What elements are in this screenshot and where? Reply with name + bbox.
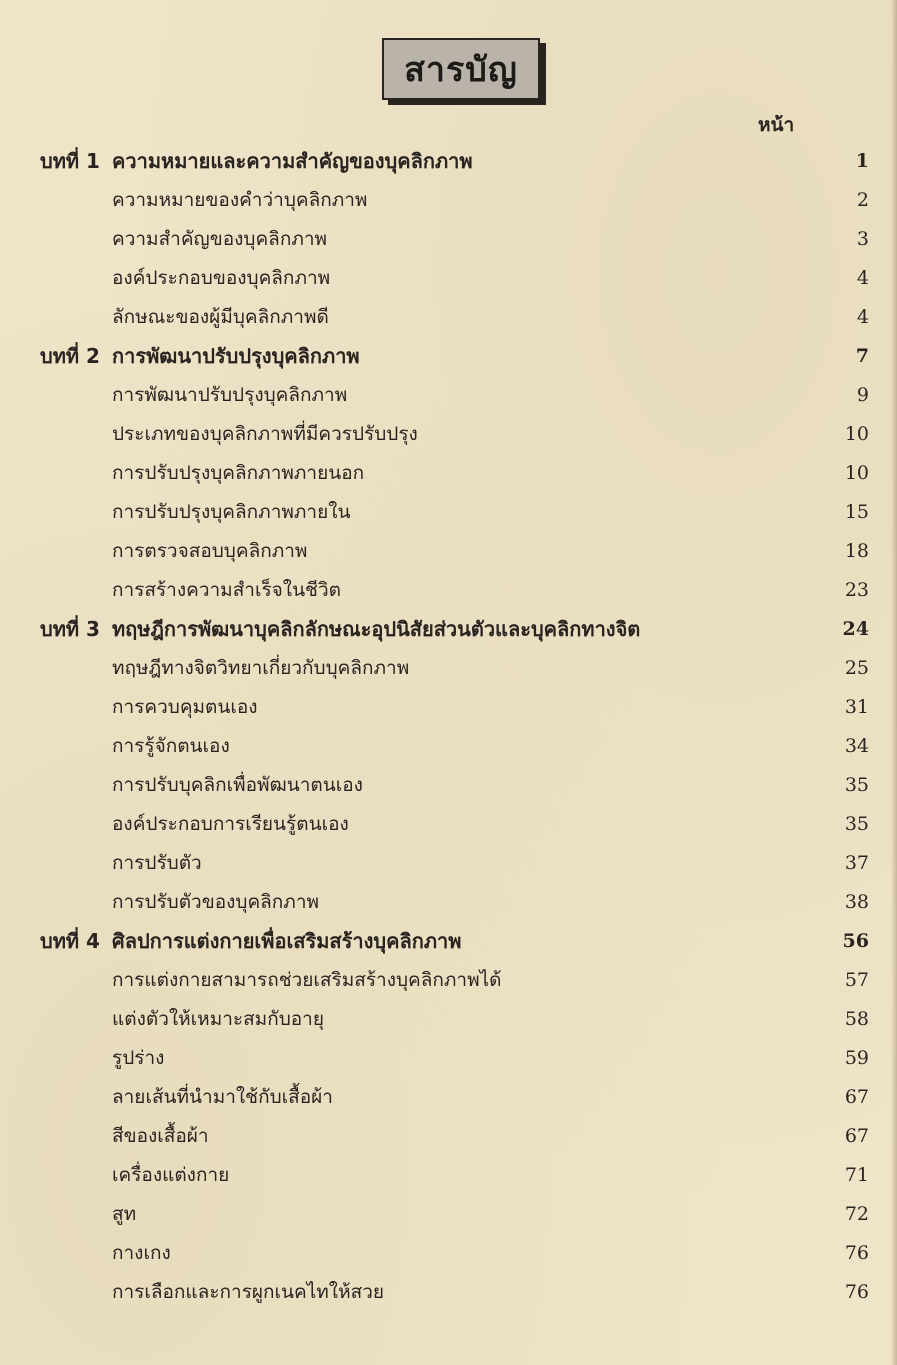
- section-title: สูท: [112, 1203, 137, 1225]
- section-title: ทฤษฎีทางจิตวิทยาเกี่ยวกับบุคลิกภาพ: [112, 657, 410, 679]
- chapter-title: ทฤษฎีการพัฒนาบุคลิกลักษณะอุปนิสัยส่วนตัวและบุคลิกทางจิต: [112, 617, 641, 641]
- page-number: 1: [855, 150, 869, 172]
- page-number: 35: [844, 774, 869, 796]
- toc-section-row: [0, 844, 897, 883]
- page-number: 18: [844, 540, 869, 562]
- section-title: กางเกง: [112, 1242, 171, 1264]
- toc-chapter-row: [0, 610, 897, 649]
- toc-chapter-row: [0, 922, 897, 961]
- toc-section-row: [0, 493, 897, 532]
- page-number: 58: [844, 1008, 869, 1030]
- page-number: 24: [842, 618, 869, 640]
- page-number: 56: [842, 930, 869, 952]
- page-number: 76: [844, 1242, 869, 1264]
- page-number: 2: [856, 189, 869, 211]
- toc-section-row: [0, 883, 897, 922]
- section-title: ประเภทของบุคลิกภาพที่มีควรปรับปรุง: [112, 423, 418, 445]
- chapter-label: บทที่ 4: [40, 929, 100, 953]
- toc-section-row: [0, 805, 897, 844]
- chapter-title: ความหมายและความสำคัญของบุคลิกภาพ: [112, 149, 473, 173]
- toc-section-row: [0, 1039, 897, 1078]
- section-title: การสร้างความสำเร็จในชีวิต: [112, 579, 341, 601]
- toc-section-row: [0, 1000, 897, 1039]
- title-box: [382, 38, 540, 100]
- page-number: 72: [844, 1203, 869, 1225]
- section-title: การตรวจสอบบุคลิกภาพ: [112, 540, 308, 562]
- toc-section-row: [0, 688, 897, 727]
- toc-section-row: [0, 298, 897, 337]
- page-number: 3: [856, 228, 869, 250]
- section-title: ความสำคัญของบุคลิกภาพ: [112, 228, 328, 250]
- section-title: การพัฒนาปรับปรุงบุคลิกภาพ: [112, 384, 348, 406]
- page-number: 23: [844, 579, 869, 601]
- page-number: 35: [844, 813, 869, 835]
- section-title: แต่งตัวให้เหมาะสมกับอายุ: [112, 1008, 324, 1030]
- page-number: 4: [856, 267, 869, 289]
- page-number: 59: [844, 1047, 869, 1069]
- toc-section-row: [0, 766, 897, 805]
- page-number: 10: [844, 462, 869, 484]
- toc-section-row: [0, 181, 897, 220]
- section-title: การปรับบุคลิกเพื่อพัฒนาตนเอง: [112, 774, 363, 796]
- section-title: การควบคุมตนเอง: [112, 696, 258, 718]
- section-title: การปรับปรุงบุคลิกภาพภายใน: [112, 501, 351, 523]
- toc-section-row: [0, 454, 897, 493]
- chapter-title: การพัฒนาปรับปรุงบุคลิกภาพ: [112, 344, 360, 368]
- toc-section-row: [0, 532, 897, 571]
- table-of-contents: [0, 142, 897, 1312]
- toc-section-row: [0, 961, 897, 1000]
- page-number: 34: [844, 735, 869, 757]
- page-number: 67: [844, 1125, 869, 1147]
- toc-section-row: [0, 1234, 897, 1273]
- section-title: องค์ประกอบการเรียนรู้ตนเอง: [112, 813, 349, 835]
- page-number: 37: [844, 852, 869, 874]
- section-title: เครื่องแต่งกาย: [112, 1164, 230, 1186]
- toc-section-row: [0, 220, 897, 259]
- page-number: 4: [856, 306, 869, 328]
- toc-section-row: [0, 259, 897, 298]
- page-number: 57: [844, 969, 869, 991]
- section-title: การเลือกและการผูกเนคไทให้สวย: [112, 1281, 385, 1303]
- section-title: การรู้จักตนเอง: [112, 735, 230, 757]
- chapter-label: บทที่ 2: [40, 344, 100, 368]
- chapter-title: ศิลปการแต่งกายเพื่อเสริมสร้างบุคลิกภาพ: [112, 929, 462, 953]
- page-number: 38: [844, 891, 869, 913]
- toc-section-row: [0, 415, 897, 454]
- page-title: สารบัญ: [404, 50, 518, 90]
- page-number: 15: [844, 501, 869, 523]
- page-edge-shadow: [891, 0, 897, 1365]
- chapter-label: บทที่ 3: [40, 617, 100, 641]
- section-title: สีของเสื้อผ้า: [112, 1125, 209, 1147]
- section-title: รูปร่าง: [112, 1047, 165, 1069]
- page-number: 31: [844, 696, 869, 718]
- chapter-label: บทที่ 1: [40, 149, 100, 173]
- section-title: การปรับตัว: [112, 852, 202, 874]
- page-number: 10: [844, 423, 869, 445]
- toc-section-row: [0, 727, 897, 766]
- toc-section-row: [0, 376, 897, 415]
- section-title: ความหมายของคำว่าบุคลิกภาพ: [112, 189, 368, 211]
- page-number: 9: [856, 384, 869, 406]
- section-title: การปรับตัวของบุคลิกภาพ: [112, 891, 320, 913]
- toc-section-row: [0, 1078, 897, 1117]
- toc-section-row: [0, 1117, 897, 1156]
- section-title: การแต่งกายสามารถช่วยเสริมสร้างบุคลิกภาพได้: [112, 969, 502, 991]
- toc-section-row: [0, 1156, 897, 1195]
- page-number: 71: [844, 1164, 869, 1186]
- toc-section-row: [0, 1273, 897, 1312]
- section-title: การปรับปรุงบุคลิกภาพภายนอก: [112, 462, 365, 484]
- page-number: 25: [844, 657, 869, 679]
- section-title: ลายเส้นที่นำมาใช้กับเสื้อผ้า: [112, 1086, 333, 1108]
- page-number: 67: [844, 1086, 869, 1108]
- toc-section-row: [0, 649, 897, 688]
- section-title: ลักษณะของผู้มีบุคลิกภาพดี: [112, 306, 329, 328]
- page-number: 76: [844, 1281, 869, 1303]
- page-number: 7: [855, 345, 869, 367]
- page-column-header: หน้า: [758, 114, 795, 136]
- toc-chapter-row: [0, 142, 897, 181]
- section-title: องค์ประกอบของบุคลิกภาพ: [112, 267, 331, 289]
- toc-chapter-row: [0, 337, 897, 376]
- toc-section-row: [0, 1195, 897, 1234]
- toc-section-row: [0, 571, 897, 610]
